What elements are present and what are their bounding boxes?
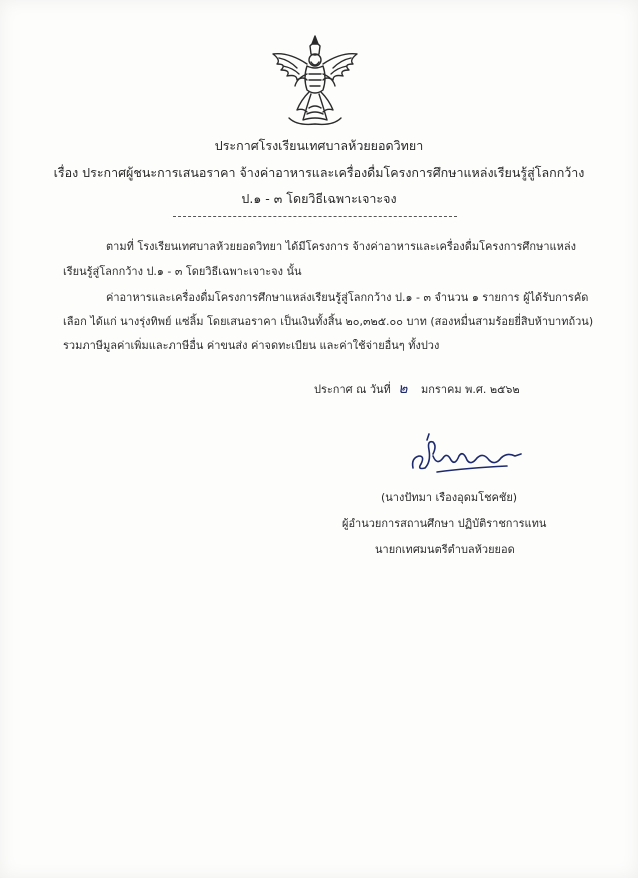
paragraph-1-line-1: ตามที่ โรงเรียนเทศบาลห้วยยอดวิทยา ได้มีโครงการ จ้างค่าอาหารและเครื่องดื่มโครงการศึกษาแหล่ง: [106, 240, 576, 253]
signatory-name: (นางปัทมา เรืองอุดมโชคชัย): [381, 491, 518, 504]
paragraph-2-line-3: รวมภาษีมูลค่าเพิ่มและภาษีอื่น ค่าขนส่ง ค่าจดทะเบียน และค่าใช้จ่ายอื่นๆ ทั้งปวง: [63, 339, 440, 352]
handwritten-signature: [407, 432, 525, 478]
paragraph-2-line-2: เลือก ได้แก่ นางรุ่งทิพย์ แซ่ลิ้ม โดยเสนอราคา เป็นเงินทั้งสิ้น ๒๐,๓๒๕.๐๐ บาท (สองหมื่นสามร้อยยี่สิบห้าบาทถ้วน): [63, 315, 594, 328]
date-prefix: ประกาศ ณ วันที่: [314, 383, 391, 396]
announcement-date: [314, 378, 520, 400]
garuda-emblem-icon: [267, 34, 363, 128]
signatory-position-2: นายกเทศมนตรีตำบลห้วยยอด: [375, 543, 515, 556]
dashed-divider: [173, 216, 457, 217]
signatory-position: ผู้อำนวยการสถานศึกษา ปฏิบัติราชการแทน: [342, 517, 547, 530]
announcement-subject: เรื่อง ประกาศผู้ชนะการเสนอราคา จ้างค่าอาหารและเครื่องดื่มโครงการศึกษาแหล่งเรียนรู้สู่โลกกว้าง: [53, 165, 585, 180]
paragraph-1-line-2: เรียนรู้สู่โลกกว้าง ป.๑ - ๓ โดยวิธีเฉพาะเจาะจง นั้น: [63, 265, 302, 278]
date-month-year: มกราคม พ.ศ. ๒๕๖๒: [421, 383, 520, 396]
date-day-handwritten: ๒: [398, 381, 408, 397]
announcement-subject-line2: ป.๑ - ๓ โดยวิธีเฉพาะเจาะจง: [241, 191, 397, 206]
paragraph-2-line-1: ค่าอาหารและเครื่องดื่มโครงการศึกษาแหล่งเรียนรู้สู่โลกกว้าง ป.๑ - ๓ จำนวน ๑ รายการ ผู้ได้รับการคัด: [106, 291, 589, 304]
announcement-title: ประกาศโรงเรียนเทศบาลห้วยยอดวิทยา: [214, 138, 424, 153]
